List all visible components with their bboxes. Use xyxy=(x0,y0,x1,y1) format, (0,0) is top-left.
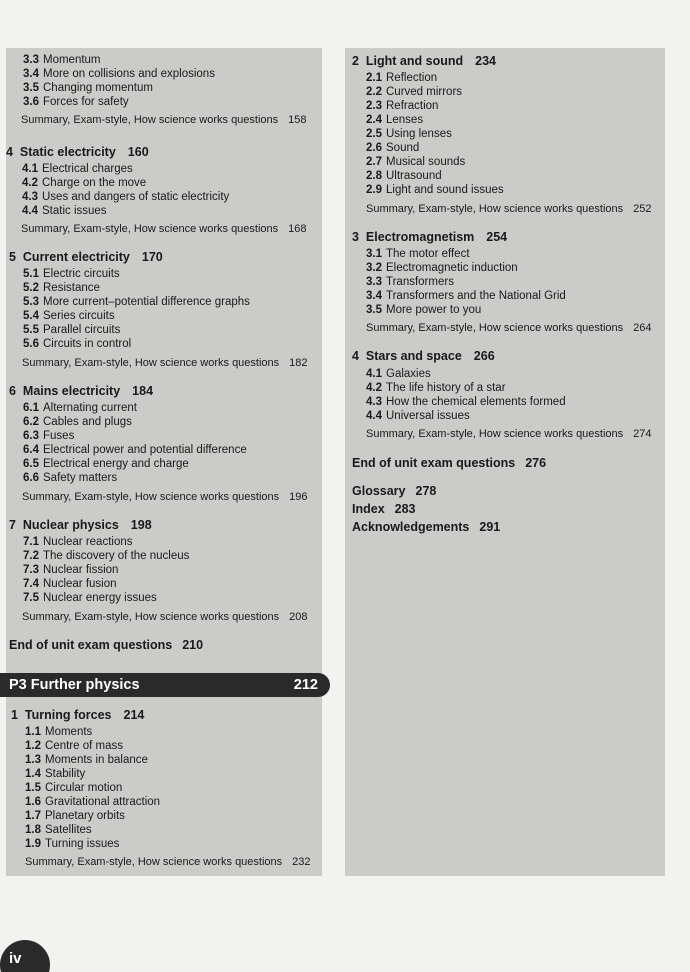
toc-item[interactable]: 1.2 Centre of mass xyxy=(25,740,123,752)
toc-item[interactable]: 5.5 Parallel circuits xyxy=(23,324,121,336)
toc-item[interactable]: 3.3 Momentum xyxy=(23,54,101,66)
toc-item[interactable]: 2.1 Reflection xyxy=(366,72,438,84)
toc-item[interactable]: 5.3 More current–potential difference graphs xyxy=(23,296,250,308)
toc-item[interactable]: 1.9 Turning issues xyxy=(25,838,120,850)
unit-banner-title: P3 Further physics xyxy=(9,677,140,693)
toc-item[interactable]: 4.4 Universal issues xyxy=(366,410,470,422)
toc-item[interactable]: 2.8 Ultrasound xyxy=(366,170,442,182)
toc-chapter-static-electricity[interactable]: 4 Static electricity 160 xyxy=(6,145,149,159)
toc-item[interactable]: 1.8 Satellites xyxy=(25,824,92,836)
toc-item[interactable]: 4.2 The life history of a star xyxy=(366,382,506,394)
toc-chapter-current-electricity[interactable]: 5 Current electricity 170 xyxy=(9,250,163,264)
toc-chapter-stars-and-space[interactable]: 4 Stars and space 266 xyxy=(352,349,495,363)
toc-item[interactable]: 2.7 Musical sounds xyxy=(366,156,466,168)
toc-item[interactable]: 2.2 Curved mirrors xyxy=(366,86,463,98)
toc-item[interactable]: 4.1 Electrical charges xyxy=(22,163,133,175)
toc-item[interactable]: 6.3 Fuses xyxy=(23,430,75,442)
toc-summary[interactable]: Summary, Exam-style, How science works questions 196 xyxy=(22,491,308,503)
toc-summary[interactable]: Summary, Exam-style, How science works questions 274 xyxy=(366,428,652,440)
toc-item[interactable]: 6.1 Alternating current xyxy=(23,402,137,414)
toc-summary[interactable]: Summary, Exam-style, How science works questions 182 xyxy=(22,357,308,369)
toc-item[interactable]: 2.3 Refraction xyxy=(366,100,439,112)
toc-glossary[interactable]: Glossary 278 xyxy=(352,484,437,498)
toc-item[interactable]: 5.1 Electric circuits xyxy=(23,268,120,280)
toc-item[interactable]: 2.9 Light and sound issues xyxy=(366,184,504,196)
toc-item[interactable]: 3.2 Electromagnetic induction xyxy=(366,262,518,274)
toc-item[interactable]: 7.1 Nuclear reactions xyxy=(23,536,133,548)
toc-summary[interactable]: Summary, Exam-style, How science works questions 158 xyxy=(21,114,307,126)
toc-item[interactable]: 5.2 Resistance xyxy=(23,282,100,294)
toc-summary[interactable]: Summary, Exam-style, How science works questions 232 xyxy=(25,856,311,868)
toc-item[interactable]: 2.4 Lenses xyxy=(366,114,424,126)
toc-summary[interactable]: Summary, Exam-style, How science works questions 252 xyxy=(366,203,652,215)
toc-item[interactable]: 1.1 Moments xyxy=(25,726,93,738)
toc-chapter-electromagnetism[interactable]: 3 Electromagnetism 254 xyxy=(352,230,508,244)
unit-banner-page: 212 xyxy=(293,677,318,693)
toc-chapter-mains-electricity[interactable]: 6 Mains electricity 184 xyxy=(9,384,154,398)
toc-item[interactable]: 3.4 More on collisions and explosions xyxy=(23,68,215,80)
toc-item[interactable]: 3.4 Transformers and the National Grid xyxy=(366,290,566,302)
toc-item[interactable]: 6.2 Cables and plugs xyxy=(23,416,132,428)
toc-index[interactable]: Index 283 xyxy=(352,502,416,516)
toc-item[interactable]: 4.2 Charge on the move xyxy=(22,177,147,189)
toc-item[interactable]: 3.6 Forces for safety xyxy=(23,96,129,108)
toc-summary[interactable]: Summary, Exam-style, How science works questions 168 xyxy=(21,223,307,235)
toc-item[interactable]: 1.7 Planetary orbits xyxy=(25,810,125,822)
toc-summary[interactable]: Summary, Exam-style, How science works questions 264 xyxy=(366,322,652,334)
toc-item[interactable]: 2.5 Using lenses xyxy=(366,128,452,140)
toc-item[interactable]: 1.3 Moments in balance xyxy=(25,754,148,766)
toc-item[interactable]: 7.3 Nuclear fission xyxy=(23,564,119,576)
toc-item[interactable]: 2.6 Sound xyxy=(366,142,420,154)
toc-item[interactable]: 1.6 Gravitational attraction xyxy=(25,796,161,808)
page-number-badge xyxy=(0,940,50,972)
toc-chapter-turning-forces[interactable]: 1 Turning forces 214 xyxy=(11,708,145,722)
toc-end-of-unit[interactable]: End of unit exam questions 210 xyxy=(9,638,204,652)
toc-item[interactable]: 4.3 Uses and dangers of static electricity xyxy=(22,191,230,203)
toc-item[interactable]: 6.4 Electrical power and potential difference xyxy=(23,444,247,456)
toc-summary[interactable]: Summary, Exam-style, How science works questions 208 xyxy=(22,611,308,623)
toc-item[interactable]: 6.5 Electrical energy and charge xyxy=(23,458,189,470)
toc-chapter-nuclear-physics[interactable]: 7 Nuclear physics 198 xyxy=(9,518,152,532)
toc-item[interactable]: 7.2 The discovery of the nucleus xyxy=(23,550,190,562)
toc-end-of-unit[interactable]: End of unit exam questions 276 xyxy=(352,456,547,470)
toc-item[interactable]: 3.5 Changing momentum xyxy=(23,82,153,94)
toc-item[interactable]: 5.6 Circuits in control xyxy=(23,338,132,350)
toc-item[interactable]: 3.3 Transformers xyxy=(366,276,454,288)
unit-banner-p3[interactable] xyxy=(0,673,330,697)
toc-item[interactable]: 7.4 Nuclear fusion xyxy=(23,578,117,590)
toc-item[interactable]: 4.3 How the chemical elements formed xyxy=(366,396,566,408)
toc-item[interactable]: 1.5 Circular motion xyxy=(25,782,123,794)
toc-item[interactable]: 3.5 More power to you xyxy=(366,304,482,316)
toc-chapter-light-and-sound[interactable]: 2 Light and sound 234 xyxy=(352,54,496,68)
toc-item[interactable]: 4.4 Static issues xyxy=(22,205,107,217)
toc-item[interactable]: 5.4 Series circuits xyxy=(23,310,115,322)
toc-item[interactable]: 4.1 Galaxies xyxy=(366,368,431,380)
toc-item[interactable]: 7.5 Nuclear energy issues xyxy=(23,592,157,604)
toc-item[interactable]: 3.1 The motor effect xyxy=(366,248,470,260)
toc-acknowledgements[interactable]: Acknowledgements 291 xyxy=(352,520,501,534)
toc-item[interactable]: 1.4 Stability xyxy=(25,768,86,780)
page-number: iv xyxy=(9,950,22,967)
toc-item[interactable]: 6.6 Safety matters xyxy=(23,472,118,484)
